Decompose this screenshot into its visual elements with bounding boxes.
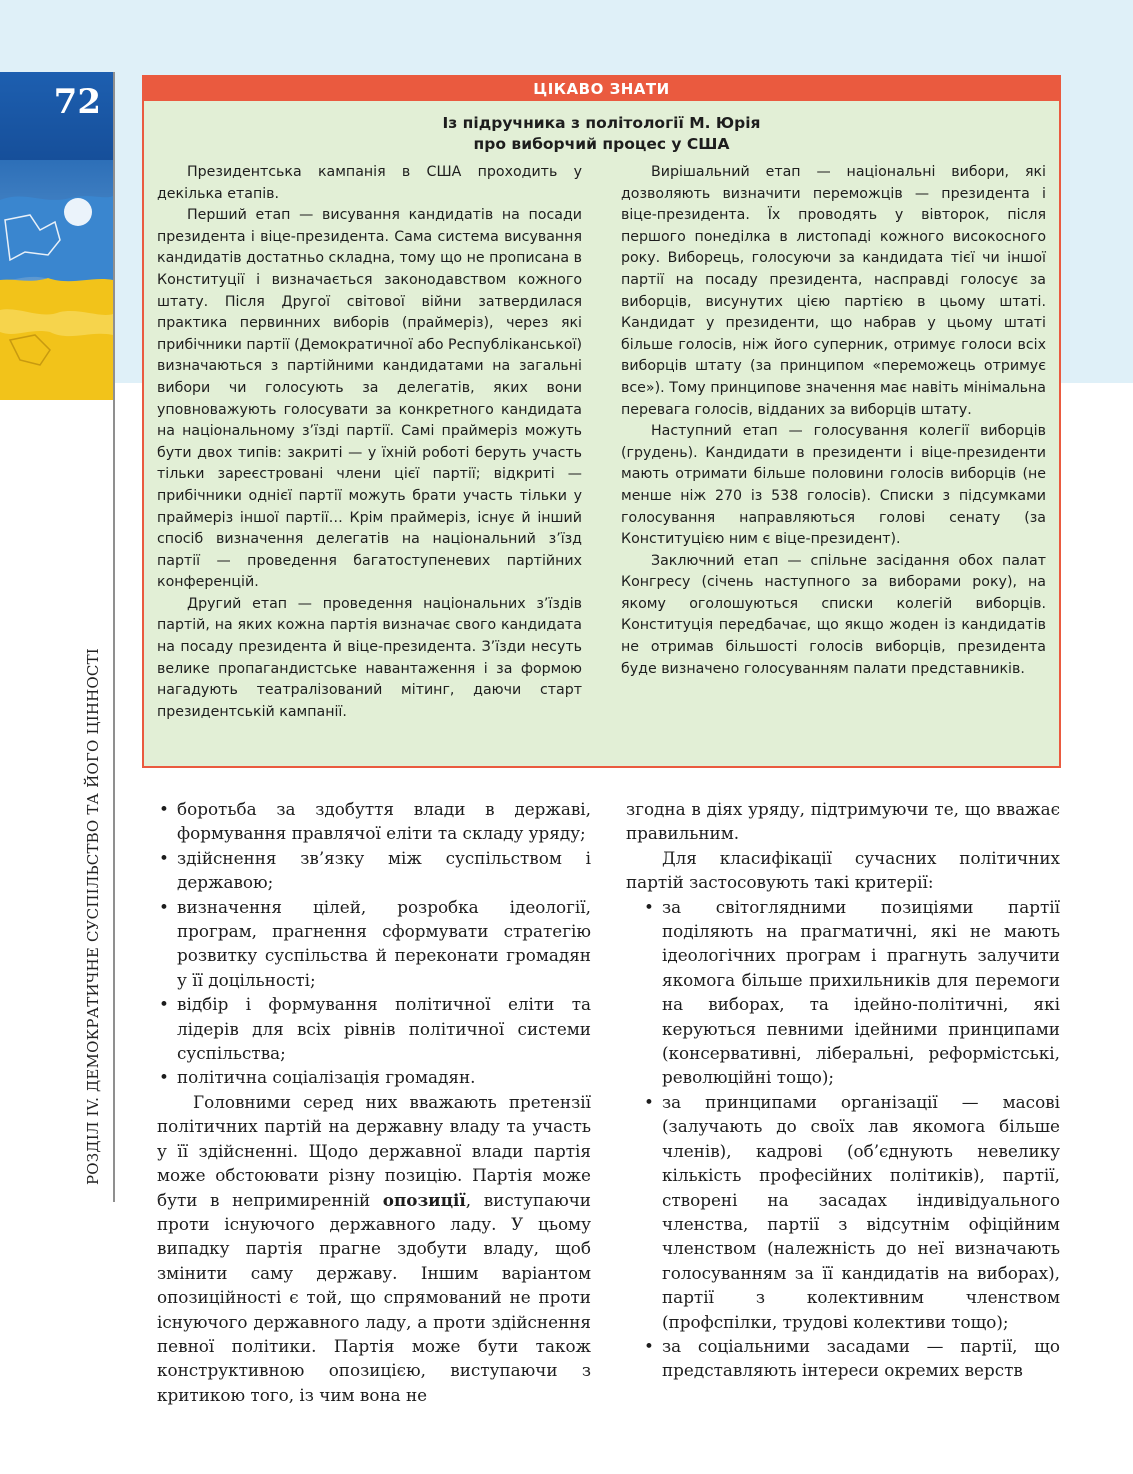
info-box [142,75,1061,768]
body-text: Головними серед них вважають претензії політичних партій на державну владу та участь у її здійсненні. Щодо державної влади партія може обстоювати різну позицію. Партія може бути в непримиренній [157,1091,591,1210]
body-paragraph-continuation: згодна в діях уряду, підтримуючи те, що вважає правильним. [626,799,1060,844]
list-item: • визначення цілей, розробка ідеології, програм, прагнення сформувати стратегію розвитку суспільства й переконати громадян у її доцільності; [157,895,591,993]
main-right-column [626,797,1060,1383]
info-box-right-column [621,162,1046,723]
list-item: • політична соціалізація громадян. [157,1065,591,1089]
info-box-header: ЦІКАВО ЗНАТИ [144,77,1059,101]
side-rule-line [113,72,115,1202]
box-paragraph: Заключний етап — спільне засідання обох палат Конгресу (січень наступного за виборами року), на якому оголошуються списки колегій виборців. Конституція передбачає, що якщо жоден із кандидатів не отримав більшості голосів виборців, президента буде визначено голосуванням палати представників. [621,552,1046,677]
page-number: 72 [53,82,101,122]
criteria-list [626,895,1060,1383]
info-box-title-line-2: про виборчий процес у США [473,135,730,153]
info-box-title-line-1: Із підручника з політології М. Юрія [442,114,761,132]
body-paragraph [157,1090,591,1407]
body-paragraph: Для класифікації сучасних політичних партій застосовують такі критерії: [626,847,1060,893]
ukraine-map-illustration [0,160,113,400]
list-item: • за світоглядними позиціями партії поділяють на прагматичні, які не мають ідеологічних програм і прагнуть залучити якомога більше прихильників для перемоги на виборах, та ідейно-політичні, які керуються певними ідейними принципами (консервативні, ліберальні, реформістські, революційні тощо); [626,895,1060,1090]
box-paragraph: Вирішальний етап — національні вибори, які дозволяють визначити переможців — президента і віце-президента. Їх проводять у вівторок, після першого понеділка в листопаді кожного високосного року. Виборець, голосуючи за кандидата тієї чи іншої партії на посаду президента, насправді голосує за виборців, висунутих цією партією в цьому штаті. Кандидат у президенти, що набрав у цьому штаті більше голосів, ніж його суперник, отримує голоси всіх виборців штату (за принципом «переможець отримує все»). Тому принципове значення має навіть мінімальна перевага голосів, відданих за виборців штату. [621,164,1046,418]
list-item: • за принципами організації — масові (залучають до своїх лав якомога більше членів), кадрові (об’єднують невелику кількість професійних політиків), партії, створені на засадах індивідуального членства, партії з відсутнім офіційним членством (належність до неї визначають голосуванням за її кандидатів на виборах), партії з колективним членством (профспілки, трудові колективи тощо); [626,1090,1060,1334]
info-box-left-column [157,162,582,723]
section-side-label: РОЗДІЛ IV. ДЕМОКРАТИЧНЕ СУСПІЛЬСТВО ТА ЙОГО ЦІННОСТІ [84,648,102,1185]
list-item: • здійснення зв’язку між суспільством і державою; [157,846,591,895]
box-paragraph: Перший етап — висування кандидатів на посади президента і віце-президента. Сама система висування кандидатів достатньо складна, тому що не прописана в Конституції і визначається законодавством кожного штату. Після Другої світової війни затвердилася практика первинних виборів (праймеріз), через які прибічники партії (Демократичної або Республіканської) визначаються з партійними кандидатами на загальні вибори чи голосують за делегатів, яких вони уповноважують голосувати за конкретного кандидата на національному з’їзді партії. Самі праймеріз можуть бути двох типів: закриті — у їхній роботі беруть участь тільки зареєстровані члени цієї партії; відкриті — прибічники однієї партії можуть брати участь тільки у праймеріз іншої партії… Крім праймеріз, існує й інший спосіб визначення делегатів на національний з’їзд партії — проведення багатоступеневих партійних конференцій. [157,207,582,591]
box-paragraph: Наступний етап — голосування колегії виборців (грудень). Кандидати в президенти і віце-президенти мають отримати більше половини голосів виборців (не менше ніж 270 із 538 голосів). Списки з підсумками голосування направляються голові сенату (за Конституцією ним є віце-президент). [621,423,1046,548]
page-number-box [0,72,113,160]
info-box-columns [157,162,1046,723]
main-left-column [157,797,591,1407]
functions-list [157,797,591,1090]
term-opposition: опозиції [382,1189,466,1210]
body-text: , виступаючи проти існуючого державного ладу. У цьому випадку партія прагне здобути владу, щоб змінити саму державу. Іншим варіантом опозиційності є той, що спрямований не проти існуючого державного ладу, а проти здійснення певної політики. Партія може бути також конструктивною опозицією, виступаючи з критикою того, із чим вона не [157,1189,591,1405]
list-item: • відбір і формування політичної еліти та лідерів для всіх рівнів політичної системи суспільства; [157,992,591,1065]
box-paragraph: Другий етап — проведення національних з’їздів партій, на яких кожна партія визначає свого кандидата на посаду президента й віце-президента. З’їзди несуть велике пропагандистське навантаження і за формою нагадують театралізований мітинг, даючи старт президентській кампанії. [157,595,582,720]
box-paragraph: Президентська кампанія в США проходить у декілька етапів. [157,164,582,202]
list-item: • боротьба за здобуття влади в державі, формування правлячої еліти та складу уряду; [157,797,591,846]
info-box-title [144,113,1059,155]
list-item: • за соціальними засадами — партії, що представляють інтереси окремих верств [626,1334,1060,1383]
